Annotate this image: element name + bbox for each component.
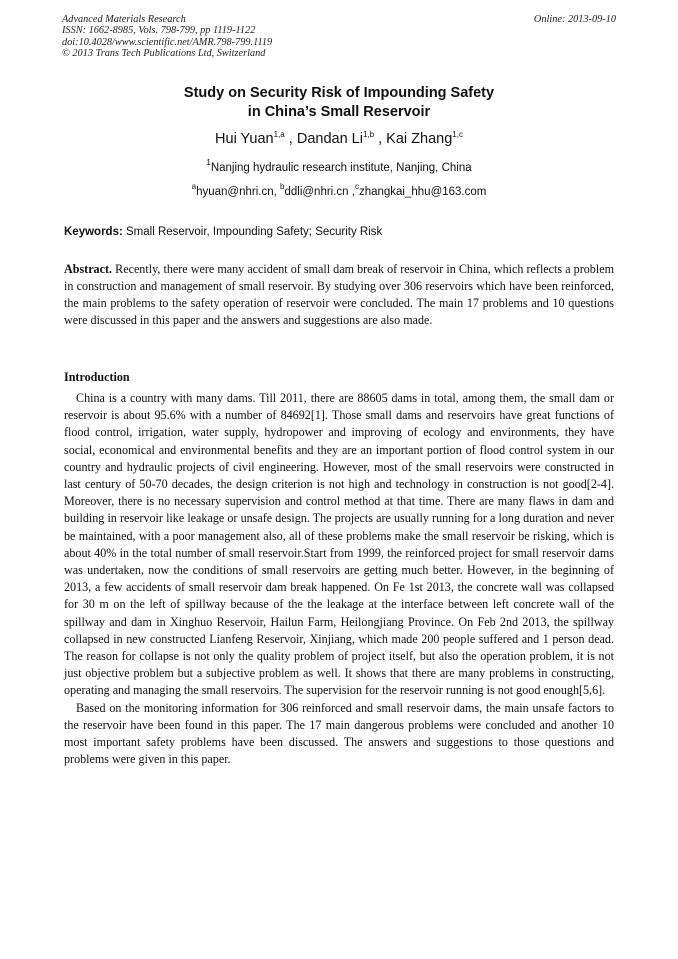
- email-link[interactable]: ddli@nhri.cn: [284, 186, 349, 198]
- email-sup: a: [191, 182, 197, 191]
- author-name: Dandan Li: [296, 131, 363, 147]
- affiliation-text: Nanjing hydraulic research institute, Nanjing, China: [210, 162, 472, 174]
- author-emails: $^a$hyuan@nhri.cn, $^b$ddli@nhri.cn ,$^c$zhangkai_hhu@163.com: [191, 182, 487, 198]
- copyright-line: © 2013 Trans Tech Publications Ltd, Switzerland: [62, 47, 266, 59]
- issn-line: ISSN: 1662-8985, Vols. 798-799, pp 1119-1122: [62, 25, 256, 37]
- author-sup: 1,c: [452, 130, 463, 139]
- journal-name: Advanced Materials Research: [62, 14, 186, 25]
- title-line-2: in China’s Small Reservoir: [247, 104, 431, 120]
- affiliation-sup: 1: [206, 158, 211, 167]
- author-sup: 1,a: [273, 130, 285, 139]
- abstract-text: Recently, there were many accident of small dam break of reservoir in China, which reflects a problem in construction and management of small reservoir. By studying over 306 reservoirs which have been reinforced, the main problems to the safety operation of reservoir were concluded. The main 17 problems and 10 questions were discussed in this paper and the answers and suggestions are also made.: [64, 262, 614, 328]
- online-date: Online: 2013-09-10: [533, 14, 616, 25]
- abstract-label: Abstract.: [64, 262, 113, 276]
- abstract: [64, 261, 614, 329]
- author-sup: 1,b: [362, 130, 375, 139]
- keywords-label: Keywords:: [64, 226, 123, 238]
- body-paragraph: Based on the monitoring information for 306 reinforced and small reservoir dams, the main unsafe factors to the reservoir have been found in this paper. The 17 main dangerous problems were concluded and another 10 most important safety problems have been discussed. The answers and suggestions to those questions and problems were given in this paper.: [64, 700, 614, 767]
- email-sup: c: [354, 182, 359, 191]
- email-link[interactable]: hyuan@nhri.cn: [196, 186, 274, 198]
- email-link[interactable]: zhangkai_hhu@163.com: [358, 186, 487, 198]
- author-list: Hui Yuan$^{1,a}$ , Dandan Li$^{1,b}$ , Kai Zhang$^{1,c}$: [215, 130, 463, 147]
- title-line-1: Study on Security Risk of Impounding Safety: [183, 85, 495, 101]
- body-paragraph: China is a country with many dams. Till 2011, there are 88605 dams in total, among them, the small dam or reservoir is about 95.6% with a number of 84692[1]. Those small dams and reservoirs have great functions of flood control, irrigation, water supply, hydropower and improving of ecology and environments, they have social, economical and environmental benefits and they are an important portion of flood control system in our country and hydraulic projects of civil engineering. However, most of the small reservoirs were constructed in last century of 50-70 decades, the design criterion is not high and technology in construction is not good[2-4]. Moreover, there is no necessary supervision and control method at that time. There are many flaws in dam and building in reservoir like leakage or unsafe design. The projects are usually running for a long duration and never be maintained, with a poor management also, all of these problems make the small reservoir be risking, which is about 40% in the total number of small reservoir.Start from 1999, the reinforced project for small reservoir dams was undertaken, now the conditions of small reservoirs are getting much better. However, in the beginning of 2013, a few accidents of small reservoir dam break happened. On Fe 1st 2013, the concrete wall was collapsed for 30 m on the left of spillway because of the the leakage at the interface between left concrete wall of the spillway and dam in Xinghuo Reservoir, Hailun Farm, Heilongjiang Province. On Feb 2nd 2013, the spillway collapsed in new constructed Lianfeng Reservoir, Xinjiang, which made 200 people suffered and 1 person dead. The reason for collapse is not only the quality problem of project itself, but also the operation problem, it is not just objective problem but a subjective problem as well. It shows that there are many problems in constructing, operating and managing the small reservoirs. The supervision for the reservoir running is not good enough[5,6].: [64, 391, 614, 698]
- author-name: Hui Yuan: [215, 131, 274, 147]
- email-sup: b: [280, 182, 285, 191]
- introduction-body: [64, 390, 614, 768]
- author-name: Kai Zhang: [386, 131, 453, 147]
- affiliation: [0, 160, 678, 176]
- introduction-heading: Introduction: [64, 370, 130, 384]
- keywords-text: Small Reservoir, Impounding Safety; Security Risk: [126, 226, 383, 238]
- keywords: [64, 225, 614, 240]
- journal-header: [62, 14, 616, 59]
- paper-title: [0, 84, 678, 122]
- doi-line: doi:10.4028/www.scientific.net/AMR.798-799.1119: [62, 36, 273, 48]
